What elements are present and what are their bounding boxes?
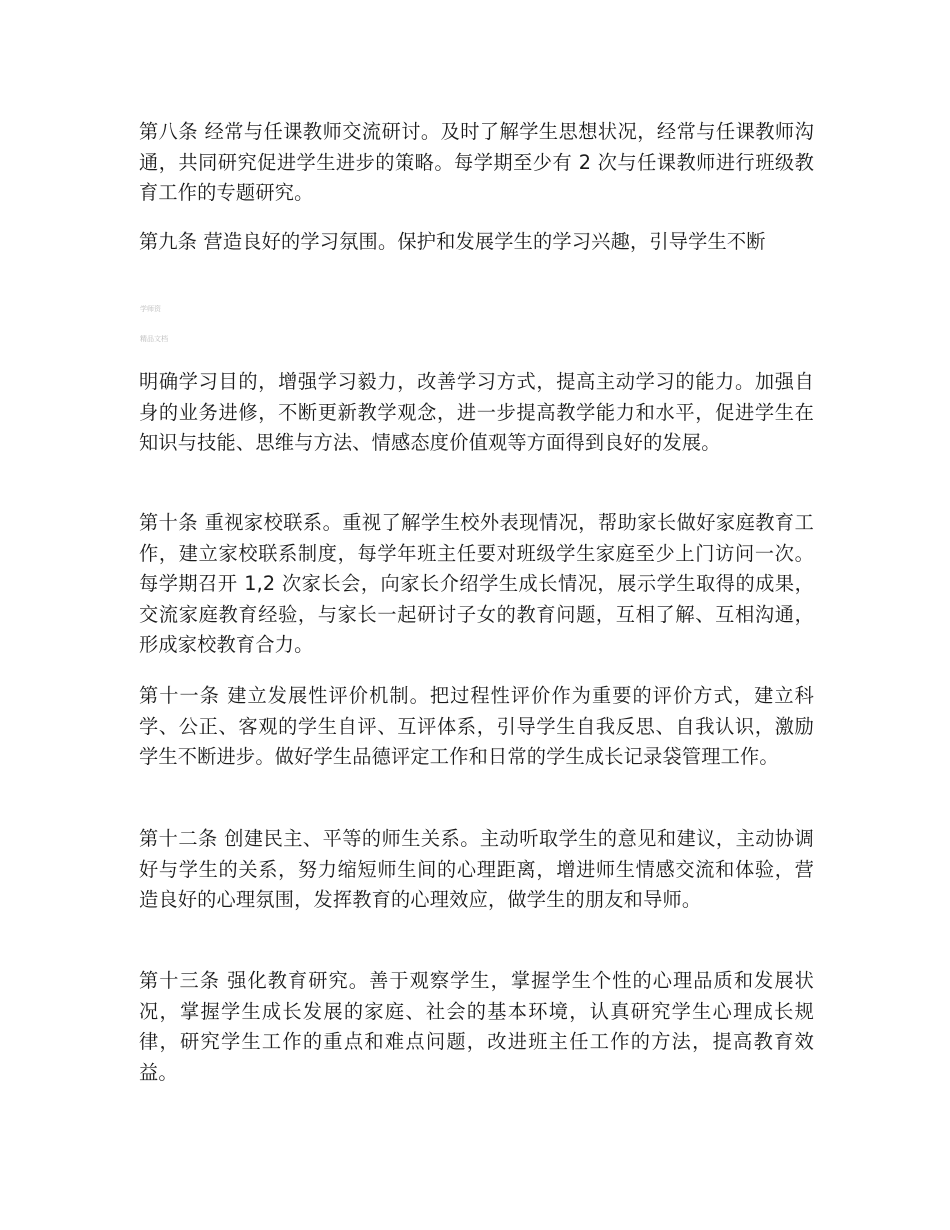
article-9-continuation-paragraph: 明确学习目的，增强学习毅力，改善学习方式，提高主动学习的能力。加强自身的业务进修，不断更新教学观念，进一步提高教学能力和水平，促进学生在知识与技能、思维与方法、情感态度价值观等方面得到良好的发展。: [139, 370, 814, 454]
article-9-paragraph: 第九条 营造良好的学习氛围。保护和发展学生的学习兴趣，引导学生不断: [139, 230, 766, 253]
article-11-paragraph: 第十一条 建立发展性评价机制。把过程性评价作为重要的评价方式，建立科学、公正、客观的学生自评、互评体系，引导学生自我反思、自我认识，激励学生不断进步。做好学生品德评定工作和日常的学生成长记录袋管理工作。: [139, 684, 814, 768]
article-13-paragraph: 第十三条 强化教育研究。善于观察学生，掌握学生个性的心理品质和发展状况，掌握学生成长发展的家庭、社会的基本环境，认真研究学生心理成长规律，研究学生工作的重点和难点问题，改进班主任工作的方法，提高教育效益。: [139, 969, 814, 1084]
article-12-paragraph: 第十二条 创建民主、平等的师生关系。主动听取学生的意见和建议，主动协调好与学生的关系，努力缩短师生间的心理距离，增进师生情感交流和体验，营造良好的心理氛围，发挥教育的心理效应，做学生的朋友和导师。: [139, 827, 814, 911]
page-header-marker: 学师资: [140, 305, 161, 313]
page-footer-marker: 精品文档: [140, 335, 168, 343]
article-8-paragraph: 第八条 经常与任课教师交流研讨。及时了解学生思想状况，经常与任课教师沟通，共同研究促进学生进步的策略。每学期至少有 2 次与任课教师进行班级教育工作的专题研究。: [139, 120, 814, 204]
article-10-paragraph: 第十条 重视家校联系。重视了解学生校外表现情况，帮助家长做好家庭教育工作，建立家校联系制度，每学年班主任要对班级学生家庭至少上门访问一次。每学期召开 1,2 次家长会，向家长介绍学生成长情况，展示学生取得的成果，交流家庭教育经验，与家长一起研讨子女的教育问题，互相了解、互相沟通，形成家校教育合力。: [139, 511, 814, 656]
